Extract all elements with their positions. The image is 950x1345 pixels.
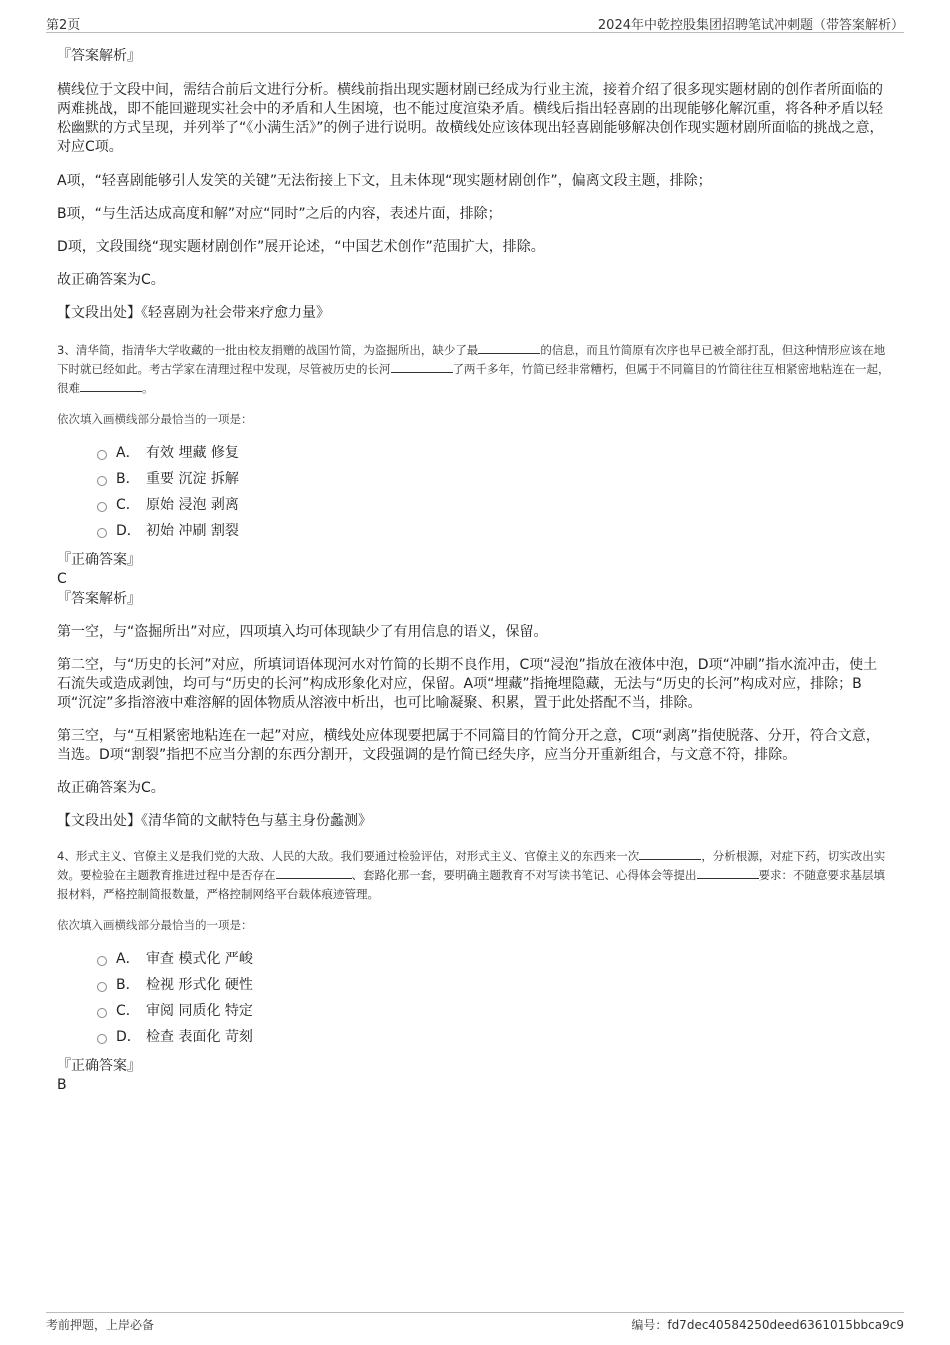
question-4-options — [57, 946, 890, 1050]
option-b[interactable]: B． 重要 沉淀 拆解 — [97, 466, 890, 492]
correct-answer: B — [57, 1077, 67, 1093]
analysis-blank-1: 第一空，与“盗掘所出”对应，四项填入均可体现缺少了有用信息的语义，保留。 — [57, 624, 548, 640]
document-code: 编号：fd7dec40584250deed6361015bbca9c9 — [631, 1318, 904, 1332]
option-d[interactable]: D． 检查 表面化 苛刻 — [97, 1024, 890, 1050]
analysis-blank-3: 第三空，与“互相紧密地粘连在一起”对应，横线处应体现要把属于不同篇目的竹简分开之意，C项“剥离”指使脱落、分开，符合文意，当选。D项“割裂”指把不应当分割的东西分割开，文段强调的是竹简已经失序，应当分开重新组合，与文意不符，排除。 — [57, 728, 880, 763]
answer-blank — [639, 847, 701, 860]
answer-conclusion: 故正确答案为C。 — [57, 780, 165, 796]
question-4-text: 4、形式主义、官僚主义是我们党的大敌、人民的大敌。我们要通过检验评估，对形式主义、官僚主义的东西来一次 ，分析根源，对症下药，切实改出实效。要检验在主题教育推进过程中是否存在 、套路化那一套，要明确主题教育不对写读书笔记、心得体会等提出 要求：不随意要求基层填报材料，严格控制简报数量，严格控制网络平台载体痕迹管理。 — [57, 849, 886, 901]
correct-answer-label: 『正确答案』 — [57, 1058, 141, 1074]
answer-blank — [276, 866, 352, 879]
option-b[interactable]: B． 检视 形式化 硬性 — [97, 972, 890, 998]
radio-button[interactable] — [97, 1034, 107, 1044]
analysis-option-d: D项，文段围绕“现实题材剧创作”展开论述，“中国艺术创作”范围扩大，排除。 — [57, 239, 545, 255]
option-c[interactable]: C． 审阅 同质化 特定 — [97, 998, 890, 1024]
answer-blank — [697, 866, 759, 879]
question-4-prompt: 依次填入画横线部分最恰当的一项是： — [57, 918, 253, 932]
source-citation: 【文段出处】《清华简的文献特色与墓主身份蠡测》 — [57, 813, 372, 829]
question-3-options — [57, 440, 890, 544]
answer-blank — [80, 379, 142, 392]
answer-conclusion: 故正确答案为C。 — [57, 272, 165, 288]
question-3-prompt: 依次填入画横线部分最恰当的一项是： — [57, 412, 253, 426]
footer-slogan: 考前押题，上岸必备 — [46, 1318, 155, 1332]
analysis-option-a: A项，“轻喜剧能够引人发笑的关键”无法衔接上下文，且未体现“现实题材剧创作”，偏离文段主题，排除； — [57, 173, 712, 189]
option-a[interactable]: A． 审查 模式化 严峻 — [97, 946, 890, 972]
analysis-blank-2: 第二空，与“历史的长河”对应，所填词语体现河水对竹简的长期不良作用，C项“浸泡”指放在液体中泡，D项“冲刷”指水流冲击，使土石流失或造成剥蚀，均可与“历史的长河”构成形象化对应，保留。A项“埋藏”指掩埋隐藏，无法与“历史的长河”构成对应，排除；B项“沉淀”多指溶液中难溶解的固体物质从溶液中析出，也可比喻凝聚、积累，置于此处搭配不当，排除。 — [57, 657, 878, 711]
page-header — [46, 12, 904, 33]
analysis-label: 『答案解析』 — [57, 591, 141, 607]
radio-button[interactable] — [97, 1008, 107, 1018]
analysis-option-b: B项，“与生活达成高度和解”对应“同时”之后的内容，表述片面，排除； — [57, 206, 502, 222]
radio-button[interactable] — [97, 956, 107, 966]
radio-button[interactable] — [97, 528, 107, 538]
option-a[interactable]: A． 有效 埋藏 修复 — [97, 440, 890, 466]
answer-blank — [478, 341, 540, 354]
analysis-paragraph: 横线位于文段中间，需结合前后文进行分析。横线前指出现实题材剧已经成为行业主流，接着介绍了很多现实题材剧的创作者所面临的两难挑战，即不能回避现实社会中的矛盾和人生困境，也不能过度渲染矛盾。横线后指出轻喜剧的出现能够化解沉重，将各种矛盾以轻松幽默的方式呈现，并列举了“《小满生活》”的例子进行说明。故横线处应该体现出轻喜剧能够解决创作现实题材剧所面临的挑战之意，对应C项。 — [57, 82, 884, 155]
source-citation: 【文段出处】《轻喜剧为社会带来疗愈力量》 — [57, 305, 330, 321]
document-title: 2024年中乾控股集团招聘笔试冲刺题（带答案解析） — [597, 18, 904, 33]
radio-button[interactable] — [97, 502, 107, 512]
analysis-label: 『答案解析』 — [57, 48, 141, 64]
page-content — [57, 46, 890, 1095]
page-number: 第2页 — [46, 18, 81, 33]
correct-answer: C — [57, 571, 67, 587]
option-d[interactable]: D． 初始 冲刷 割裂 — [97, 518, 890, 544]
question-3-text: 3、清华简，指清华大学收藏的一批由校友捐赠的战国竹简，为盗掘所出，缺少了最 的信息，而且竹简原有次序也早已被全部打乱，但这种情形应该在地下时就已经如此。考古学家在清理过程中发现，尽管被历史的长河 了两千多年，竹简已经非常糟朽，但属于不同篇目的竹简往往互相紧密地粘连在一起，很难 。 — [57, 343, 890, 395]
page-footer — [46, 1312, 904, 1335]
answer-blank — [391, 360, 453, 373]
radio-button[interactable] — [97, 450, 107, 460]
radio-button[interactable] — [97, 476, 107, 486]
correct-answer-label: 『正确答案』 — [57, 552, 141, 568]
radio-button[interactable] — [97, 982, 107, 992]
option-c[interactable]: C． 原始 浸泡 剥离 — [97, 492, 890, 518]
